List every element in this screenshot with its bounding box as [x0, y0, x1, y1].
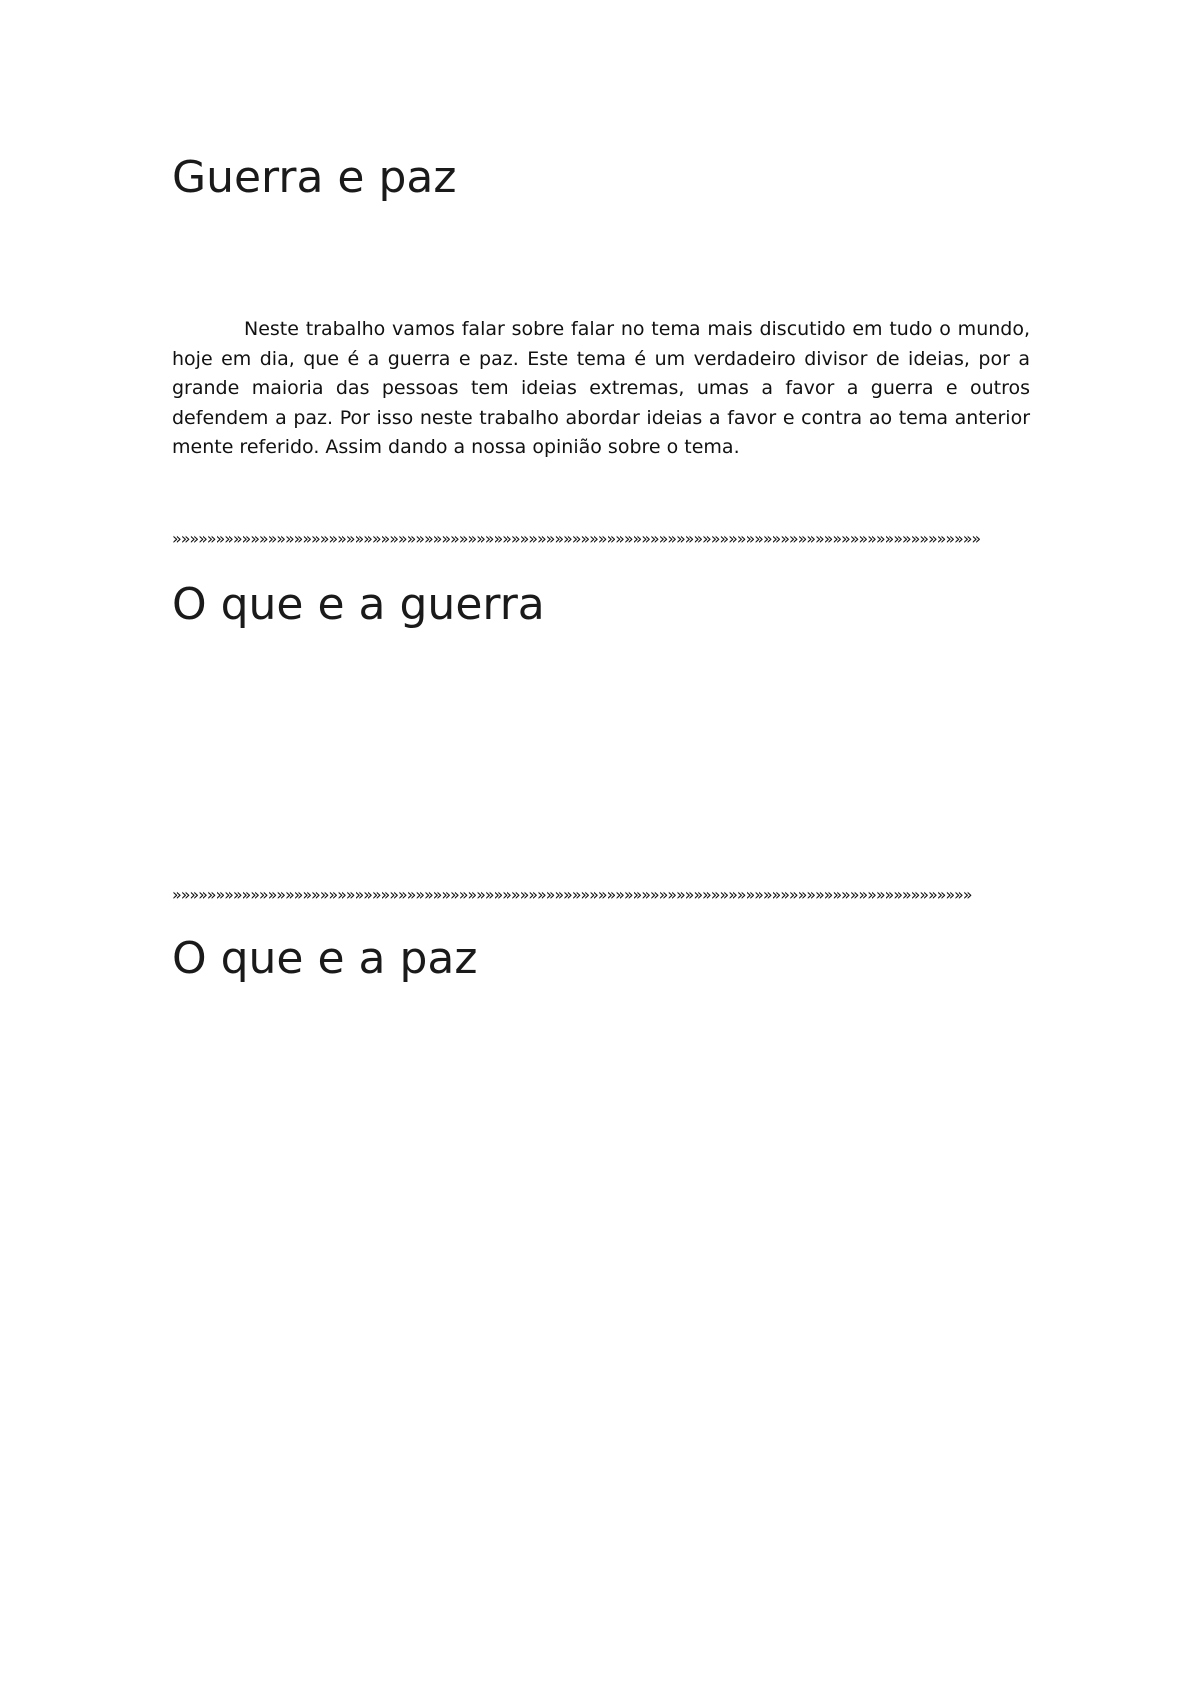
separator-line: »»»»»»»»»»»»»»»»»»»»»»»»»»»»»»»»»»»»»»»»»»»»»»»»»»»»»»»»»»»»»»»»»»»»»»»»»»»»»»»»»»»»»»»»»»»»: [172, 885, 972, 904]
section-heading-paz: O que e a paz: [172, 933, 478, 984]
intro-paragraph: Neste trabalho vamos falar sobre falar no tema mais discutido em tudo o mundo, hoje em dia, que é a guerra e paz. Este tema é um verdadeiro divisor de ideias, por a grande maioria das pessoas tem ideias extremas, umas a favor a guerra e outros defendem a paz. Por isso neste trabalho abordar ideias a favor e contra ao tema anterior mente referido. Assim dando a nossa opinião sobre o tema.: [172, 318, 1030, 458]
document-title: Guerra e paz: [172, 152, 457, 203]
separator-line: »»»»»»»»»»»»»»»»»»»»»»»»»»»»»»»»»»»»»»»»»»»»»»»»»»»»»»»»»»»»»»»»»»»»»»»»»»»»»»»»»»»»»»»»»»»»»: [172, 529, 981, 548]
section-heading-guerra: O que e a guerra: [172, 579, 545, 630]
